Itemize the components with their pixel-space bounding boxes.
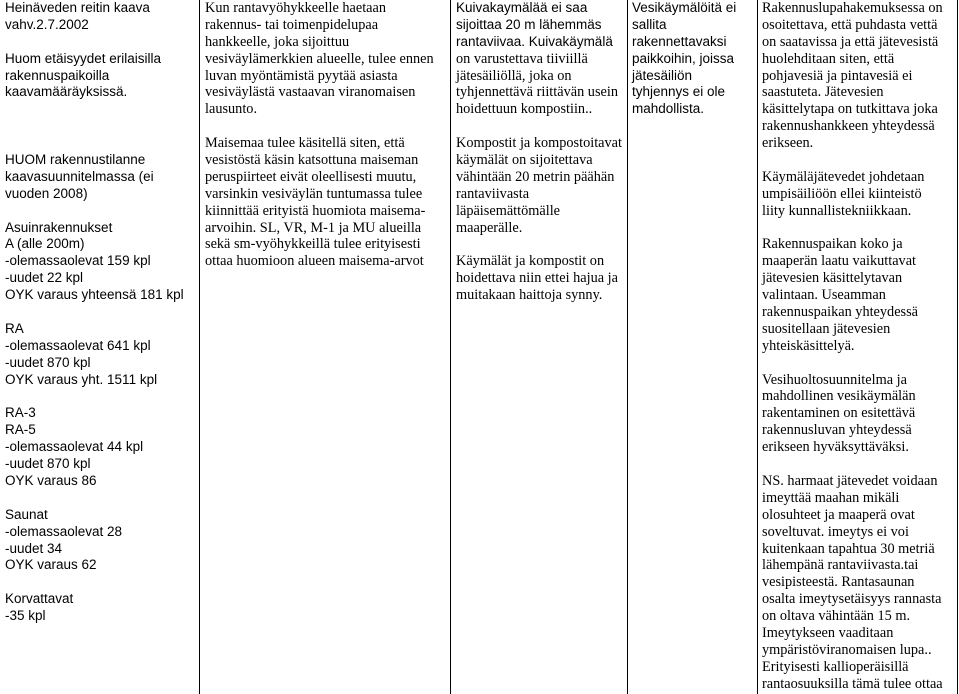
text-line: umpisäiliöön ellei kiinteistö xyxy=(762,185,922,202)
text-line: HUOM rakennustilanne xyxy=(5,152,146,168)
water-toilet-column xyxy=(628,0,758,694)
text-paragraph xyxy=(205,0,450,118)
text-paragraph xyxy=(5,220,199,304)
text-line: rantaviivasta xyxy=(456,185,530,202)
text-line: hankkeelle, joka sijoittuu xyxy=(205,33,350,50)
text-line: -olemassaolevat 159 kpl xyxy=(5,253,151,269)
text-line: rantaosuuksilla tämä tulee ottaa xyxy=(762,675,943,692)
text-line: sijoittaa 20 m lähemmäs xyxy=(456,16,602,32)
text-line: A (alle 200m) xyxy=(5,236,85,252)
text-line: ympäristöviranomaisen lupa.. xyxy=(762,641,932,658)
text-paragraph xyxy=(762,473,957,693)
text-line: OYK varaus yht. 1511 kpl xyxy=(5,371,158,387)
text-line: -olemassaolevat 641 kpl xyxy=(5,337,151,353)
text-line: osoitettava, että puhdasta vettä xyxy=(762,16,938,33)
text-line: Heinäveden reitin kaava xyxy=(5,0,150,15)
text-line: muitakaan haittoja synny. xyxy=(456,287,603,304)
dry-toilet-column xyxy=(451,0,628,694)
text-paragraph xyxy=(5,321,199,389)
text-line: rakennushankkeen yhteydessä xyxy=(762,118,935,135)
text-line: rakennuspaikoilla xyxy=(5,67,110,83)
text-line: luvan myöntämistä pyytää asiasta xyxy=(205,67,398,84)
wastewater-column xyxy=(758,0,958,694)
text-line: -olemassaolevat 28 xyxy=(5,523,123,539)
text-line: rakennusluvan yhteydessä xyxy=(762,422,912,439)
text-line: sekä sm-vyöhykkeillä tulee erityisesti xyxy=(205,236,421,253)
text-line: soveltuvat. imeytys ei voi xyxy=(762,523,909,540)
text-line: erikseen. xyxy=(762,135,814,152)
text-line: -uudet 870 kpl xyxy=(5,456,91,472)
text-line: NS. harmaat jätevedet voidaan xyxy=(762,472,938,489)
text-line: rakennus- tai toimenpidelupaa xyxy=(205,16,379,33)
text-paragraph xyxy=(205,135,450,270)
landscape-column xyxy=(200,0,451,694)
text-line: vähintään 20 metrin päähän xyxy=(456,168,615,185)
text-line: paikkoihin, joissa xyxy=(632,50,735,66)
text-line: Rakennuspaikan koko ja xyxy=(762,236,903,253)
text-line: RA-5 xyxy=(5,422,36,438)
text-line: OYK varaus 86 xyxy=(5,472,97,488)
text-line: rakennettavaksi xyxy=(632,33,727,49)
text-line: rakentaminen on esitettävä xyxy=(762,405,916,422)
text-line: -uudet 870 kpl xyxy=(5,354,91,370)
text-line: -uudet 34 xyxy=(5,540,63,556)
text-line: hoidettuun kompostiin.. xyxy=(456,101,593,118)
text-line: on saatavissa ja että jätevesistä xyxy=(762,33,939,50)
text-paragraph xyxy=(762,169,957,220)
text-line: Imeytykseen vaaditaan xyxy=(762,624,894,641)
text-line: suositellaan jätevesien xyxy=(762,320,891,337)
text-line: Kun rantavyöhykkeelle haetaan xyxy=(205,0,387,16)
text-line: Käymälät ja kompostit on xyxy=(456,253,605,270)
text-line: saastuteta. Jätevesien xyxy=(762,84,884,101)
text-line: tyhjennettävä riittävän usein xyxy=(456,84,618,101)
text-line: sallita xyxy=(632,16,667,32)
text-line: olosuhteet ja maaperä ovat xyxy=(762,506,915,523)
text-paragraph xyxy=(5,152,199,203)
text-paragraph xyxy=(456,253,627,304)
text-line: varsinkin vesiväylän tuntumassa tulee xyxy=(205,185,423,202)
text-paragraph xyxy=(762,0,957,152)
text-line: Kompostit ja kompostoitavat xyxy=(456,135,622,152)
text-line: lausunto. xyxy=(205,101,258,118)
text-line: -uudet 22 kpl xyxy=(5,270,84,286)
text-line: Korvattavat xyxy=(5,591,74,607)
text-line: jätesäiliöllä, joka on xyxy=(456,67,572,84)
text-line: Käymäläjätevedet johdetaan xyxy=(762,168,925,185)
text-line: -olemassaolevat 44 kpl xyxy=(5,439,144,455)
text-line: osalta imeytysetäisyys rannasta xyxy=(762,591,942,608)
text-line: imeyttää maahan mikäli xyxy=(762,489,900,506)
text-line: kiinnittää erityistä huomiota maisema- xyxy=(205,202,426,219)
text-line: huolehditaan siten, että xyxy=(762,50,895,67)
text-line: ottaa huomioon alueen maisema-arvot xyxy=(205,253,424,270)
text-line: -35 kpl xyxy=(5,608,46,624)
text-paragraph xyxy=(456,0,627,118)
text-line: rantaviivaa. Kuivakäymälä xyxy=(456,33,613,49)
text-paragraph xyxy=(456,135,627,236)
text-paragraph xyxy=(5,591,199,625)
text-line: kuitenkaan tapahtua 30 metriä xyxy=(762,540,935,557)
text-paragraph xyxy=(5,51,199,102)
text-line: Vesikäymälöitä ei xyxy=(632,0,737,15)
text-line: rakennuspaikan yhteydessä xyxy=(762,304,919,321)
text-line: läpäisemättömälle xyxy=(456,202,561,219)
text-line: on oltava vähintään 15 m. xyxy=(762,608,911,625)
text-line: jätesäiliön xyxy=(632,67,693,83)
text-paragraph xyxy=(5,507,199,575)
plan-info-column xyxy=(0,0,200,694)
text-line: kaavasuunnitelmassa (ei xyxy=(5,168,154,184)
text-line: vesiväylämerkkien alueelle, tulee ennen xyxy=(205,50,434,67)
text-paragraph xyxy=(632,0,757,118)
text-line: vesistöstä käsin katsottuna maiseman xyxy=(205,152,419,169)
text-line: käymälät on sijoitettava xyxy=(456,152,593,169)
text-line: OYK varaus yhteensä 181 kpl xyxy=(5,287,184,303)
text-line: erikseen hyväksyttäväksi. xyxy=(762,439,909,456)
text-line: jätevesien käsittelytavan xyxy=(762,270,903,287)
text-line: liity kunnallistekniikkaan. xyxy=(762,202,912,219)
text-paragraph xyxy=(762,236,957,354)
text-line: Huom etäisyydet erilaisilla xyxy=(5,50,162,66)
text-line: Rakennuslupahakemuksessa on xyxy=(762,0,943,16)
text-line: vahv.2.7.2002 xyxy=(5,16,89,32)
text-line: Saunat xyxy=(5,506,48,522)
text-line: Asuinrakennukset xyxy=(5,219,113,235)
text-line: RA-3 xyxy=(5,405,36,421)
text-line: maaperän laatu vaikuttavat xyxy=(762,253,917,270)
text-line: OYK varaus 62 xyxy=(5,557,97,573)
text-line: valintaan. Useamman xyxy=(762,287,886,304)
text-line: Kuivakaymälää ei saa xyxy=(456,0,588,15)
text-line: vuoden 2008) xyxy=(5,185,88,201)
text-line: vesipisteestä. Rantasaunan xyxy=(762,574,915,591)
text-line: hoidettava niin ettei hajua ja xyxy=(456,270,618,287)
text-line: maaperälle. xyxy=(456,219,523,236)
text-line: pohjavesiä ja pintavesiä ei xyxy=(762,67,913,84)
text-paragraph xyxy=(5,0,199,34)
text-paragraph xyxy=(762,372,957,456)
text-line: arvoihin. SL, VR, M-1 ja MU alueilla xyxy=(205,219,422,236)
text-line: kaavamääräyksissä. xyxy=(5,84,128,100)
text-line: Maisemaa tulee käsitellä siten, että xyxy=(205,135,405,152)
text-line: peruspiirteet eivät oleellisesti muutu, xyxy=(205,168,417,185)
text-line: tyhjennys ei ole xyxy=(632,84,726,100)
text-paragraph xyxy=(5,405,199,489)
text-line: on varustettava tiiviillä xyxy=(456,50,588,67)
text-line: Erityisesti kallioperäisillä xyxy=(762,658,909,675)
text-line: mahdollista. xyxy=(632,101,705,117)
text-line: vesiväylästä vastaavan viranomaisen xyxy=(205,84,416,101)
text-line: RA xyxy=(5,320,24,336)
text-line: Vesihuoltosuunnitelma ja xyxy=(762,371,907,388)
text-line: käsittelytapa on tutkittava joka xyxy=(762,101,938,118)
text-line: lähempänä rantaviivasta.tai xyxy=(762,557,919,574)
text-line: yhteiskäsittelyä. xyxy=(762,337,855,354)
text-line: mahdollinen vesikäymälän xyxy=(762,388,916,405)
